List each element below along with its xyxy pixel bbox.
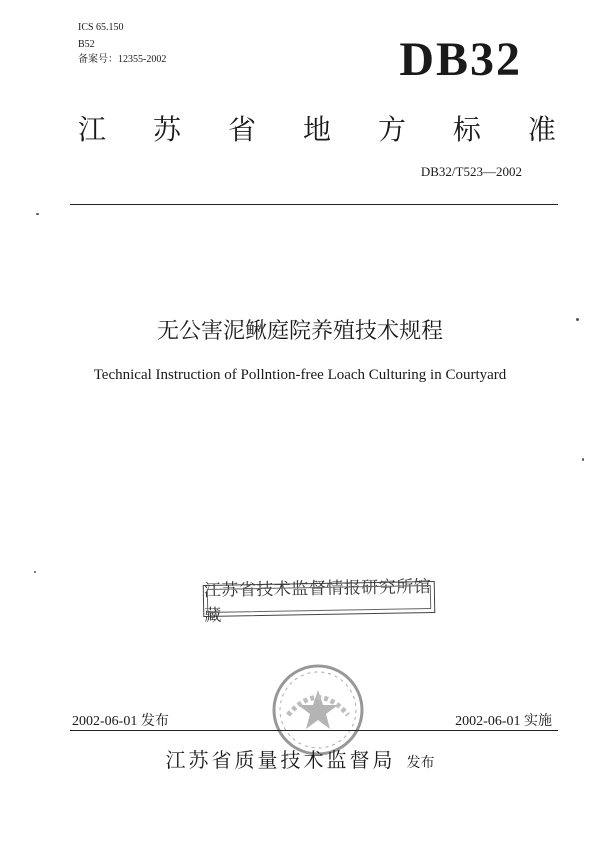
- standard-code-logo: DB32: [399, 33, 522, 86]
- standard-type-char: 准: [527, 113, 556, 146]
- issuing-authority: 江苏省质量技术监督局: [165, 748, 396, 772]
- scan-speck: [582, 458, 584, 461]
- record-number: 备案号：12355-2002: [78, 54, 167, 65]
- title-chinese: 无公害泥鳅庭院养殖技术规程: [156, 319, 443, 344]
- ics-code: ICS 65.150: [78, 22, 124, 33]
- standard-type-char: 省: [227, 113, 256, 146]
- scan-speck: [34, 571, 36, 573]
- standard-type-char: 方: [377, 113, 406, 146]
- standard-number: DB32/T523—2002: [420, 164, 522, 179]
- header-divider: [70, 204, 558, 205]
- issued-label: 发布: [406, 755, 435, 771]
- scan-speck: [36, 213, 39, 215]
- standard-type-char: 地: [302, 113, 331, 146]
- issuer-line: [0, 744, 600, 773]
- issue-date: 2002-06-01 发布: [72, 714, 169, 729]
- standard-type-char: 江: [78, 113, 107, 146]
- implementation-date: 2002-06-01 实施: [455, 714, 552, 729]
- library-collection-stamp: [203, 577, 436, 627]
- footer-divider: [70, 730, 558, 731]
- ccs-code: B52: [78, 39, 95, 50]
- scan-speck: [576, 318, 579, 321]
- standard-type-char: 苏: [152, 113, 181, 146]
- standard-type-heading: [78, 108, 556, 148]
- title-english: Technical Instruction of Pollntion-free Loach Culturing in Courtyard: [93, 367, 507, 383]
- standard-type-char: 标: [452, 113, 481, 146]
- library-stamp-text: 江苏省技术监督情报研究所馆藏: [203, 577, 432, 627]
